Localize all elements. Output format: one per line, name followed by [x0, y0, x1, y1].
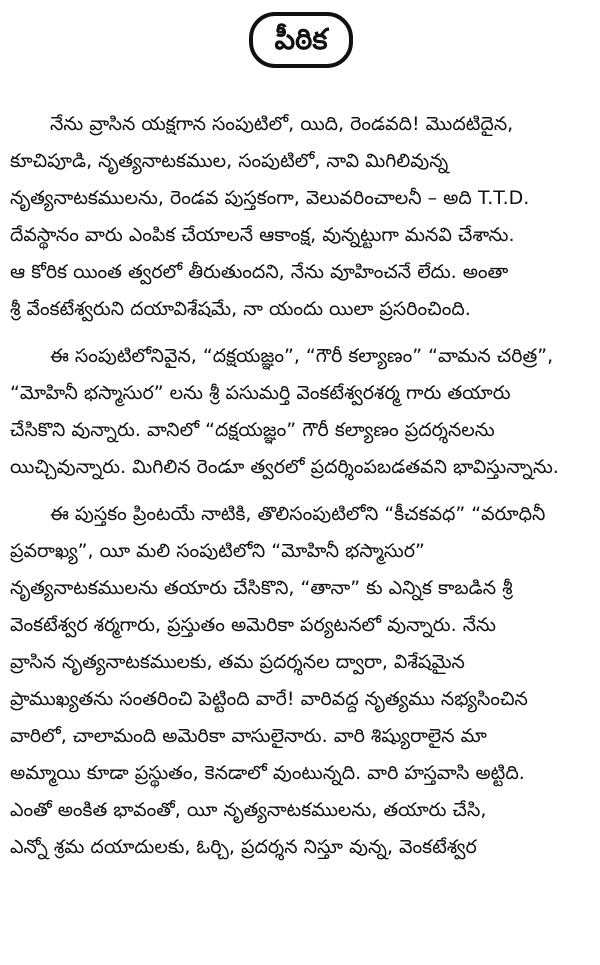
text-line: కూచిపూడి, నృత్యనాటకముల, సంపుటిలో, నావి మిగిలివున్న	[10, 150, 449, 172]
text-line: ఈ సంపుటిలోనివైన, “దక్షయజ్ఞం”, “గౌరీ కల్యాణం” “వామన చరిత్ర”,	[50, 345, 554, 367]
text-line: ప్రాముఖ్యతను సంతరించి పెట్టింది వారే! వారివద్ద నృత్యము నభ్యసించిన	[10, 688, 528, 710]
text-line: నేను వ్రాసిన యక్షగాన సంపుటిలో, యిది, రెండవది! మొదటిదైన,	[50, 113, 514, 135]
text-line: వారిలో, చాలామంది అమెరికా వాసులైనారు. వారి శిష్యురాలైన మా	[10, 725, 487, 747]
text-line: దేవస్థానం వారు ఎంపిక చేయాలనే ఆకాంక్ష, వున్నట్టుగా మనవి చేశాను.	[10, 224, 515, 246]
text-line: “మోహినీ భస్మాసుర” లను శ్రీ పసుమర్తి వెంకటేశ్వరశర్మ గారు తయారు	[10, 382, 511, 404]
text-line: వ్రాసిన నృత్యనాటకములకు, తమ ప్రదర్శనల ద్వారా, విశేషమైన	[10, 651, 465, 673]
paragraph-2	[10, 338, 592, 486]
page-title: పీఠిక	[249, 12, 354, 68]
text-line: చేసికొని వున్నారు. వానిలో “దక్షయజ్ఞం” గౌరీ కల్యాణం ప్రదర్శనలను	[10, 419, 495, 441]
text-line: ఎన్నో శ్రమ దయాదులకు, ఓర్చి, ప్రదర్శన నిస్తూ వున్న, వెంకటేశ్వర	[10, 836, 477, 858]
paragraph-3	[10, 496, 592, 866]
text-line: నృత్యనాటకములను తయారు చేసికొని, “తానా” కు ఎన్నిక కాబడిన శ్రీ	[10, 577, 513, 599]
text-line: ఎంతో అంకిత భావంతో, యీ నృత్యనాటకములను, తయారు చేసి,	[10, 799, 487, 821]
text-line: అమ్మాయి కూడా ప్రస్థుతం, కెనడాలో వుంటున్నది. వారి హస్తవాసి అట్టిది.	[10, 762, 525, 784]
text-line: వెంకటేశ్వర శర్మగారు, ప్రస్తుతం అమెరికా పర్యటనలో వున్నారు. నేను	[10, 614, 496, 636]
text-line: యిచ్చివున్నారు. మిగిలిన రెండూ త్వరలో ప్రదర్శింపబడతవని భావిస్తున్నాను.	[10, 456, 559, 478]
text-line: ప్రవరాఖ్య”, యీ మలి సంపుటిలోని “మోహినీ భస్మాసుర”	[10, 540, 425, 562]
text-line: ఆ కోరిక యింత త్వరలో తీరుతుందని, నేను వూహించనే లేదు. అంతా	[10, 261, 509, 283]
text-line: నృత్యనాటకములను, రెండవ పుస్తకంగా, వెలువరించాలనీ – అది T.T.D.	[10, 187, 530, 209]
text-line: ఈ పుస్తకం ప్రింటయే నాటికి, తొలిసంపుటిలోని “కీచకవధ” “వరూధినీ	[50, 503, 546, 525]
title-area	[10, 12, 592, 76]
text-line: శ్రీ వేంకటేశ్వరుని దయావిశేషమే, నా యందు యిలా ప్రసరించింది.	[10, 298, 471, 320]
paragraph-1	[10, 106, 592, 328]
